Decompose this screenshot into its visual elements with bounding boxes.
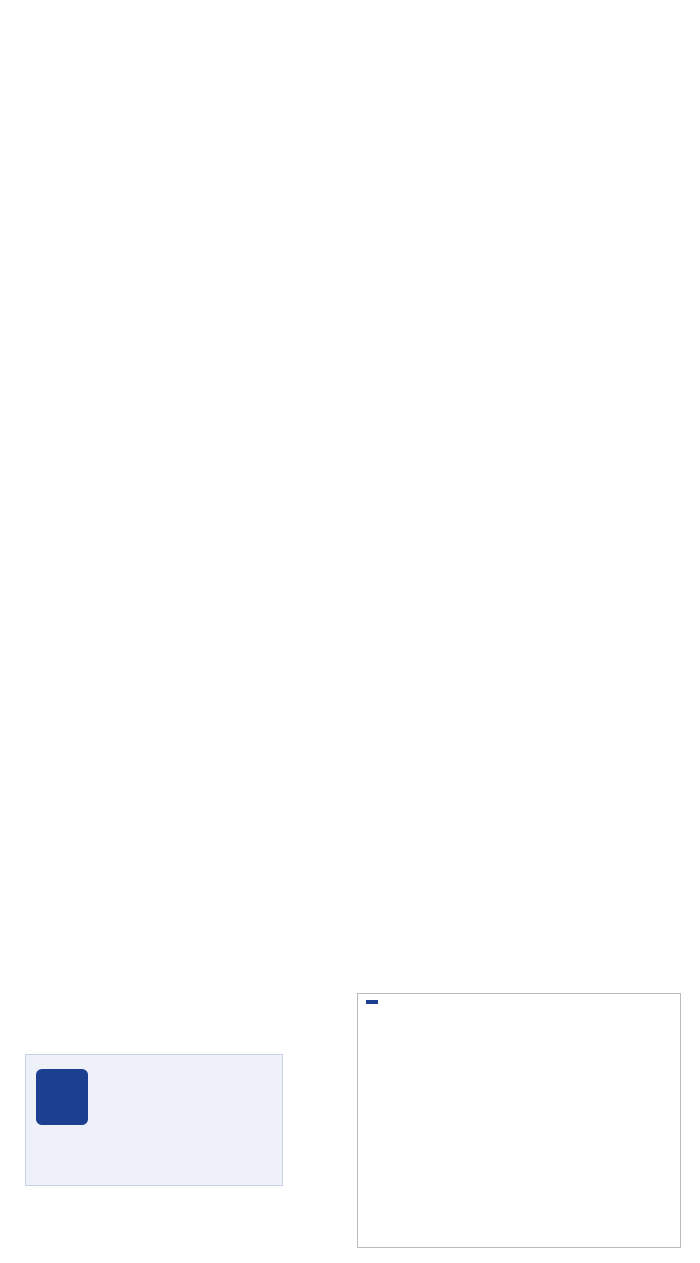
- width-diagram-title: [366, 1000, 378, 1004]
- compatible-models-badge: [36, 1069, 88, 1125]
- compatible-models-panel: [25, 1054, 283, 1186]
- width-diagram: [357, 993, 681, 1248]
